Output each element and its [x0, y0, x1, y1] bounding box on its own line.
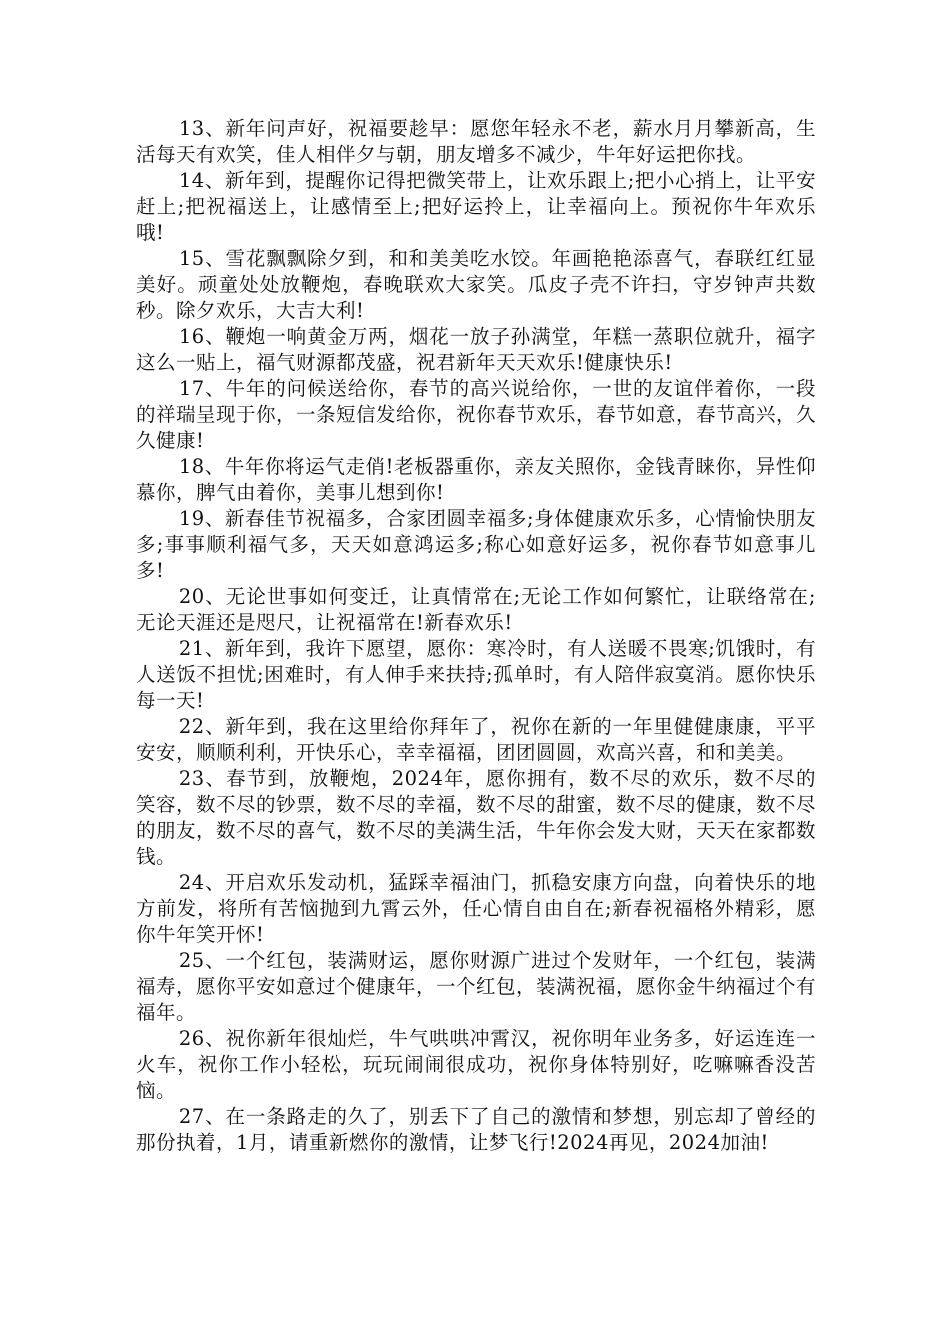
paragraph-16: 16、鞭炮一响黄金万两，烟花一放子孙满堂，年糕一蒸职位就升，福字这么一贴上，福气财源都茂盛，祝君新年天天欢乐!健康快乐! [136, 325, 816, 374]
paragraph-23: 23、春节到，放鞭炮，2024年，愿你拥有，数不尽的欢乐，数不尽的笑容，数不尽的钞票，数不尽的幸福，数不尽的甜蜜，数不尽的健康，数不尽的朋友，数不尽的喜气，数不尽的美满生活，牛年你会发大财，天天在家都数钱。 [136, 767, 817, 868]
paragraph-15: 15、雪花飘飘除夕到，和和美美吃水饺。年画艳艳添喜气，春联红红显美好。顽童处处放鞭炮，春晚联欢大家笑。瓜皮子壳不许扫，守岁钟声共数秒。除夕欢乐，大吉大利! [136, 247, 816, 322]
paragraph-17: 17、牛年的问候送给你，春节的高兴说给你，一世的友谊伴着你，一段的祥瑞呈现于你，一条短信发给你，祝你春节欢乐，春节如意，春节高兴，久久健康! [136, 377, 817, 452]
paragraph-24: 24、开启欢乐发动机，猛踩幸福油门，抓稳安康方向盘，向着快乐的地方前发，将所有苦恼抛到九霄云外，任心情自由自在;新春祝福格外精彩，愿你牛年笑开怀! [136, 871, 816, 946]
document-body [136, 116, 816, 1156]
paragraph-14: 14、新年到，提醒你记得把微笑带上，让欢乐跟上;把小心捎上，让平安赶上;把祝福送上，让感情至上;把好运拎上，让幸福向上。预祝你牛年欢乐哦! [136, 169, 816, 244]
paragraph-13: 13、新年问声好，祝福要趁早：愿您年轻永不老，薪水月月攀新高，生活每天有欢笑，佳人相伴夕与朝，朋友增多不减少，牛年好运把你找。 [136, 117, 816, 166]
paragraph-19: 19、新春佳节祝福多，合家团圆幸福多;身体健康欢乐多，心情愉快朋友多;事事顺利福气多，天天如意鸿运多;称心如意好运多，祝你春节如意事儿多! [136, 507, 816, 582]
paragraph-20: 20、无论世事如何变迁，让真情常在;无论工作如何繁忙，让联络常在;无论天涯还是咫尺，让祝福常在!新春欢乐! [136, 585, 816, 634]
paragraph-21: 21、新年到，我许下愿望，愿你：寒冷时，有人送暖不畏寒;饥饿时，有人送饭不担忧;困难时，有人伸手来扶持;孤单时，有人陪伴寂寞消。愿你快乐每一天! [136, 637, 816, 712]
paragraph-27: 27、在一条路走的久了，别丢下了自己的激情和梦想，别忘却了曾经的那份执着，1月，请重新燃你的激情，让梦飞行!2024再见，2024加油! [136, 1105, 816, 1154]
paragraph-18: 18、牛年你将运气走俏!老板器重你，亲友关照你，金钱青睐你，异性仰慕你，脾气由着你，美事儿想到你! [136, 455, 816, 504]
paragraph-22: 22、新年到，我在这里给你拜年了，祝你在新的一年里健健康康，平平安安，顺顺利利，开快乐心，幸幸福福，团团圆圆，欢高兴喜，和和美美。 [136, 715, 816, 764]
paragraph-25: 25、一个红包，装满财运，愿你财源广进过个发财年，一个红包，装满福寿，愿你平安如意过个健康年，一个红包，装满祝福，愿你金牛纳福过个有福年。 [136, 949, 817, 1024]
paragraph-26: 26、祝你新年很灿烂，牛气哄哄冲霄汉，祝你明年业务多，好运连连一火车，祝你工作小轻松，玩玩闹闹很成功，祝你身体特别好，吃嘛嘛香没苦恼。 [136, 1027, 816, 1102]
